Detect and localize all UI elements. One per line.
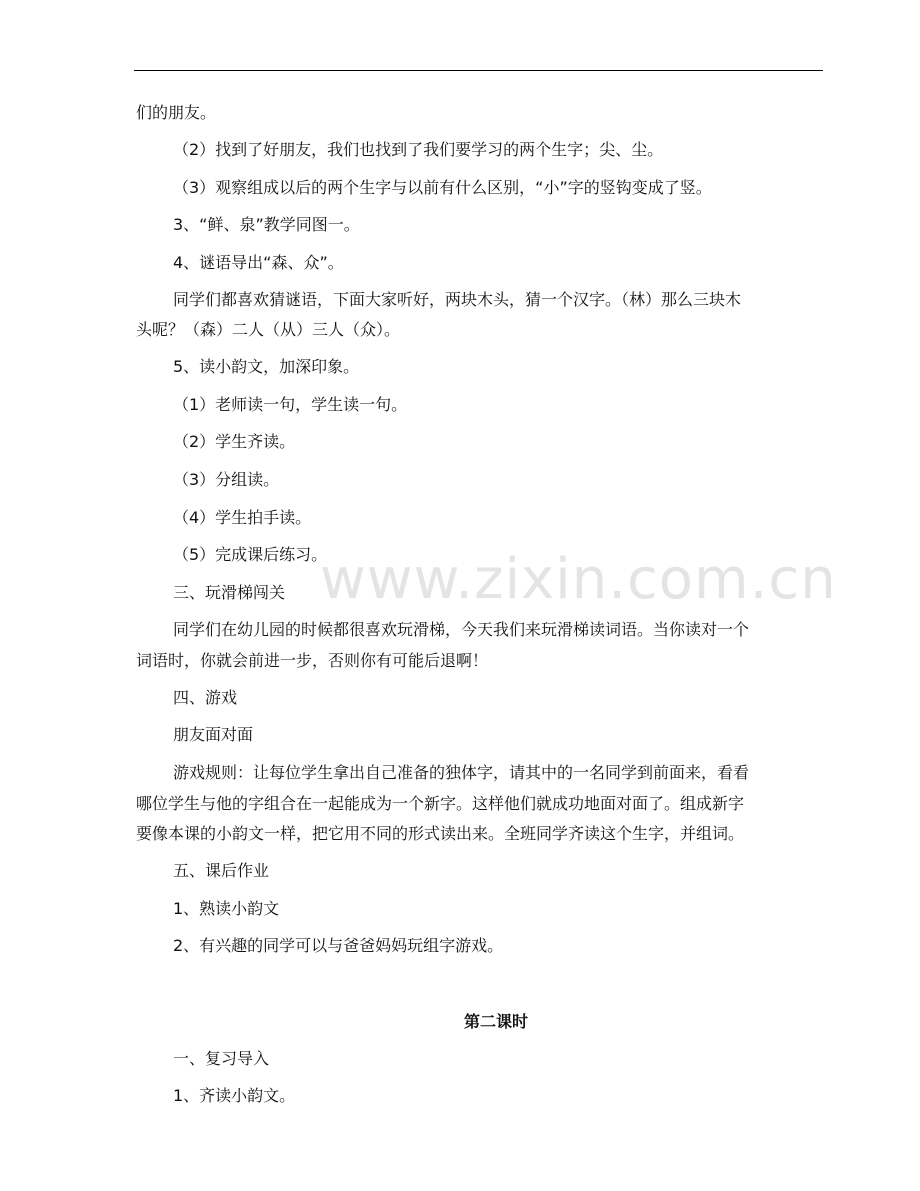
- text-line: 2、有兴趣的同学可以与爸爸妈妈玩组字游戏。: [173, 936, 504, 955]
- text-line: 们的朋友。: [136, 103, 217, 122]
- text-line: 3、“鲜、泉”教学同图一。: [173, 215, 360, 234]
- text-line: （5）完成课后练习。: [173, 545, 328, 564]
- text-line: （2）学生齐读。: [173, 432, 296, 451]
- text-line: （3）观察组成以后的两个生字与以前有什么区别，“小”字的竖钩变成了竖。: [173, 178, 712, 197]
- text-line: （2）找到了好朋友，我们也找到了我们要学习的两个生字；尖、尘。: [173, 140, 664, 159]
- text-line: 头呢？（森）二人（从）三人（众）。: [136, 320, 401, 339]
- text-line: 朋友面对面: [173, 725, 254, 744]
- text-line: 词语时，你就会前进一步，否则你有可能后退啊！: [136, 651, 489, 670]
- section-heading: 四、游戏: [173, 688, 238, 707]
- section-heading: 五、课后作业: [173, 861, 270, 880]
- section-heading: 三、玩滑梯闯关: [173, 583, 286, 602]
- lesson-heading: 第二课时: [463, 1012, 528, 1031]
- text-line: 同学们都喜欢猜谜语，下面大家听好，两块木头，猜一个汉字。（林）那么三块木: [173, 290, 742, 309]
- section-heading: 一、复习导入: [173, 1049, 270, 1068]
- header-rule: [134, 70, 823, 71]
- text-line: 4、谜语导出“森、众”。: [173, 253, 344, 272]
- text-line: 游戏规则：让每位学生拿出自己准备的独体字，请其中的一名同学到前面来，看看: [173, 763, 750, 782]
- text-line: （4）学生拍手读。: [173, 508, 312, 527]
- text-line: （3）分组读。: [173, 470, 280, 489]
- watermark: www.zixin.com.cn: [320, 547, 837, 612]
- text-line: 5、读小韵文，加深印象。: [173, 357, 360, 376]
- text-line: 同学们在幼儿园的时候都很喜欢玩滑梯，今天我们来玩滑梯读词语。当你读对一个: [173, 620, 750, 639]
- text-line: 哪位学生与他的字组合在一起能成为一个新字。这样他们就成功地面对面了。组成新字: [136, 794, 745, 813]
- text-line: 1、熟读小韵文: [173, 899, 280, 918]
- text-line: （1）老师读一句，学生读一句。: [173, 395, 408, 414]
- text-line: 1、齐读小韵文。: [173, 1086, 296, 1105]
- text-line: 要像本课的小韵文一样，把它用不同的形式读出来。全班同学齐读这个生字，并组词。: [136, 824, 745, 843]
